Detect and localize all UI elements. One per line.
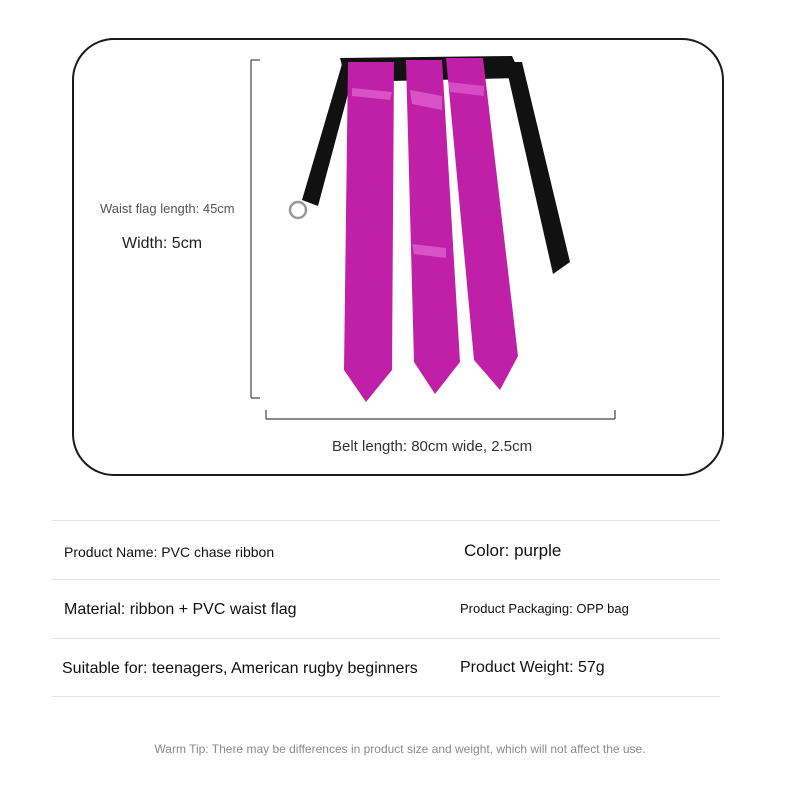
flag-1: [344, 62, 394, 402]
suitable-for-spec: Suitable for: teenagers, American rugby beginners: [62, 660, 418, 677]
warm-tip: Warm Tip: There may be differences in product size and weight, which will not affect the use.: [154, 742, 646, 756]
color-spec: Color: purple: [464, 541, 562, 560]
packaging-spec: Product Packaging: OPP bag: [460, 601, 629, 616]
product-name-spec: Product Name: PVC chase ribbon: [64, 544, 275, 560]
spec-row: [52, 638, 720, 697]
vertical-dimension-line: [251, 60, 260, 398]
material-spec: Material: ribbon + PVC waist flag: [64, 601, 297, 618]
waist-flag-length-label: Waist flag length: 45cm: [100, 201, 235, 216]
horizontal-dimension-line: [266, 410, 615, 419]
belt-ring: [290, 202, 306, 218]
spec-table: [52, 520, 720, 697]
spec-row: [52, 520, 720, 579]
weight-spec: Product Weight: 57g: [460, 659, 605, 676]
spec-row: [52, 579, 720, 638]
belt-length-label: Belt length: 80cm wide, 2.5cm: [332, 438, 533, 455]
width-label: Width: 5cm: [122, 235, 203, 252]
belt-strap-right: [505, 62, 570, 274]
